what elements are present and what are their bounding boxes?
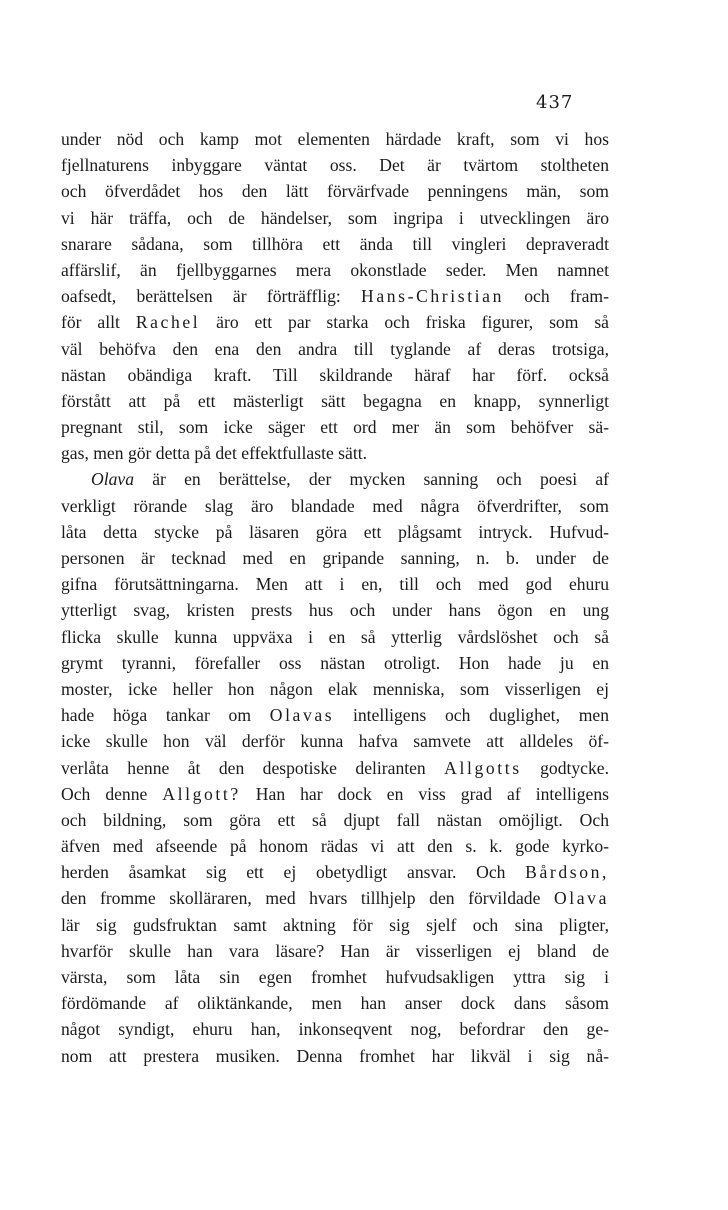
line-text: och bildning, som göra ett så djupt fall nästan omöjligt. Och	[61, 809, 609, 830]
line-text: ytterligt svag, kristen prests hus och under hans ögon en ung	[61, 600, 609, 621]
line-text-tail: och fram-	[503, 286, 609, 307]
line-text: gas, men gör detta på det effektfullaste sätt.	[61, 443, 367, 464]
line-text: lär sig gudsfruktan samt aktning för sig sjelf och sina pligter,	[61, 914, 609, 935]
spaced-name: Olavas	[269, 705, 335, 726]
line-text: är en berättelse, der mycken sanning och poesi af	[134, 469, 609, 490]
spaced-name: Rachel	[135, 312, 201, 333]
line-text: och öfverdådet hos den lätt förvärfvade penningens män, som	[61, 181, 609, 202]
text-line	[61, 519, 609, 545]
text-line	[61, 152, 609, 178]
line-text-tail: Han har dock en viss grad af intelligens	[240, 783, 609, 804]
line-text: snarare sådana, som tillhöra ett ända till vingleri depraveradt	[61, 233, 609, 254]
text-line	[61, 466, 609, 492]
line-text: flicka skulle kunna uppväxa i en så ytterlig vårdslöshet och så	[61, 626, 609, 647]
text-line	[61, 362, 609, 388]
line-text: vi här träffa, och de händelser, som ingripa i utvecklingen äro	[61, 207, 609, 228]
body-text	[61, 126, 609, 1069]
spaced-name: Hans-Christian	[361, 286, 504, 307]
line-text: nästan obändiga kraft. Till skildrande häraf har förf. också	[61, 364, 609, 385]
line-text-tail: intelligens och duglighet, men	[334, 705, 609, 726]
line-text: nom att prestera musiken. Denna fromhet har likväl i sig nå-	[61, 1045, 609, 1066]
text-line	[61, 702, 609, 728]
text-line	[61, 126, 609, 152]
text-line	[61, 309, 609, 335]
text-line	[61, 755, 609, 781]
spaced-name: Olava	[553, 888, 609, 909]
text-line	[61, 807, 609, 833]
spaced-name: Allgotts	[444, 757, 522, 778]
text-line	[61, 571, 609, 597]
italic-title: Olava	[91, 469, 134, 490]
line-text: förstått att på ett mästerligt sätt begagna en knapp, synnerligt	[61, 390, 609, 411]
text-line	[61, 336, 609, 362]
line-text: Och denne	[61, 783, 163, 804]
text-line	[61, 231, 609, 257]
line-text: låta detta stycke på läsaren göra ett plågsamt intryck. Hufvud-	[61, 521, 609, 542]
line-text: verkligt rörande slag äro blandade med några öfverdrifter, som	[61, 495, 609, 516]
line-text: moster, icke heller hon någon elak menniska, som visserligen ej	[61, 678, 609, 699]
text-line	[61, 833, 609, 859]
line-text: affärslif, än fjellbyggarnes mera okonstlade seder. Men namnet	[61, 259, 609, 280]
line-text: för allt	[61, 312, 136, 333]
line-text: väl behöfva den ena den andra till tyglande af deras trotsiga,	[61, 338, 609, 359]
text-line	[61, 1016, 609, 1042]
text-line	[61, 283, 609, 309]
text-line	[61, 912, 609, 938]
spaced-name: Bårdson,	[525, 862, 609, 883]
text-line	[61, 624, 609, 650]
text-line	[61, 205, 609, 231]
line-text: något syndigt, ehuru han, inkonseqvent nog, befordrar den ge-	[61, 1019, 609, 1040]
page-number: 437	[536, 92, 574, 113]
line-text: personen är tecknad med en gripande sanning, n. b. under de	[61, 548, 609, 568]
text-line	[61, 257, 609, 283]
text-line	[61, 650, 609, 676]
line-text: pregnant stil, som icke säger ett ord mer än som behöfver sä-	[61, 417, 609, 438]
text-line	[61, 781, 609, 807]
text-line	[61, 414, 609, 440]
text-line	[61, 990, 609, 1016]
line-text: hade höga tankar om	[61, 705, 270, 726]
text-line	[61, 597, 609, 623]
line-text: icke skulle hon väl derför kunna hafva samvete att alldeles öf-	[61, 731, 609, 752]
line-text: gifna förutsättningarna. Men att i en, till och med god ehuru	[61, 574, 609, 595]
spaced-name: Allgott?	[162, 783, 241, 804]
line-text: oafsedt, berättelsen är förträfflig:	[61, 286, 362, 307]
text-line	[61, 178, 609, 204]
text-line	[61, 1043, 609, 1069]
line-text: äfven med afseende på honom rädas vi att den s. k. gode kyrko-	[61, 836, 609, 857]
text-line	[61, 545, 609, 571]
line-text: den fromme skolläraren, med hvars tillhjelp den förvildade	[61, 888, 554, 909]
line-text-tail: godtycke.	[521, 757, 609, 778]
line-text: verlåta henne åt den despotiske deliranten	[61, 757, 445, 778]
text-line	[61, 938, 609, 964]
text-line	[61, 885, 609, 911]
text-line	[61, 859, 609, 885]
text-line	[61, 728, 609, 754]
text-line	[61, 440, 609, 466]
text-line	[61, 493, 609, 519]
line-text: under nöd och kamp mot elementen härdade kraft, som vi hos	[61, 129, 609, 149]
line-text: värsta, som låta sin egen fromhet hufvudsakligen yttra sig i	[61, 967, 609, 987]
text-line	[61, 676, 609, 702]
line-text-tail: äro ett par starka och friska figurer, som så	[200, 312, 609, 333]
line-text: fördömande af oliktänkande, men han anser dock dans såsom	[61, 993, 609, 1014]
line-text: herden åsamkat sig ett ej obetydligt ansvar. Och	[61, 862, 526, 883]
line-text: hvarför skulle han vara läsare? Han är visserligen ej bland de	[61, 940, 609, 961]
text-line	[61, 964, 609, 990]
text-line	[61, 388, 609, 414]
line-text: fjellnaturens inbyggare väntat oss. Det är tvärtom stoltheten	[61, 155, 609, 176]
line-text: grymt tyranni, förefaller oss nästan otroligt. Hon hade ju en	[61, 652, 609, 673]
